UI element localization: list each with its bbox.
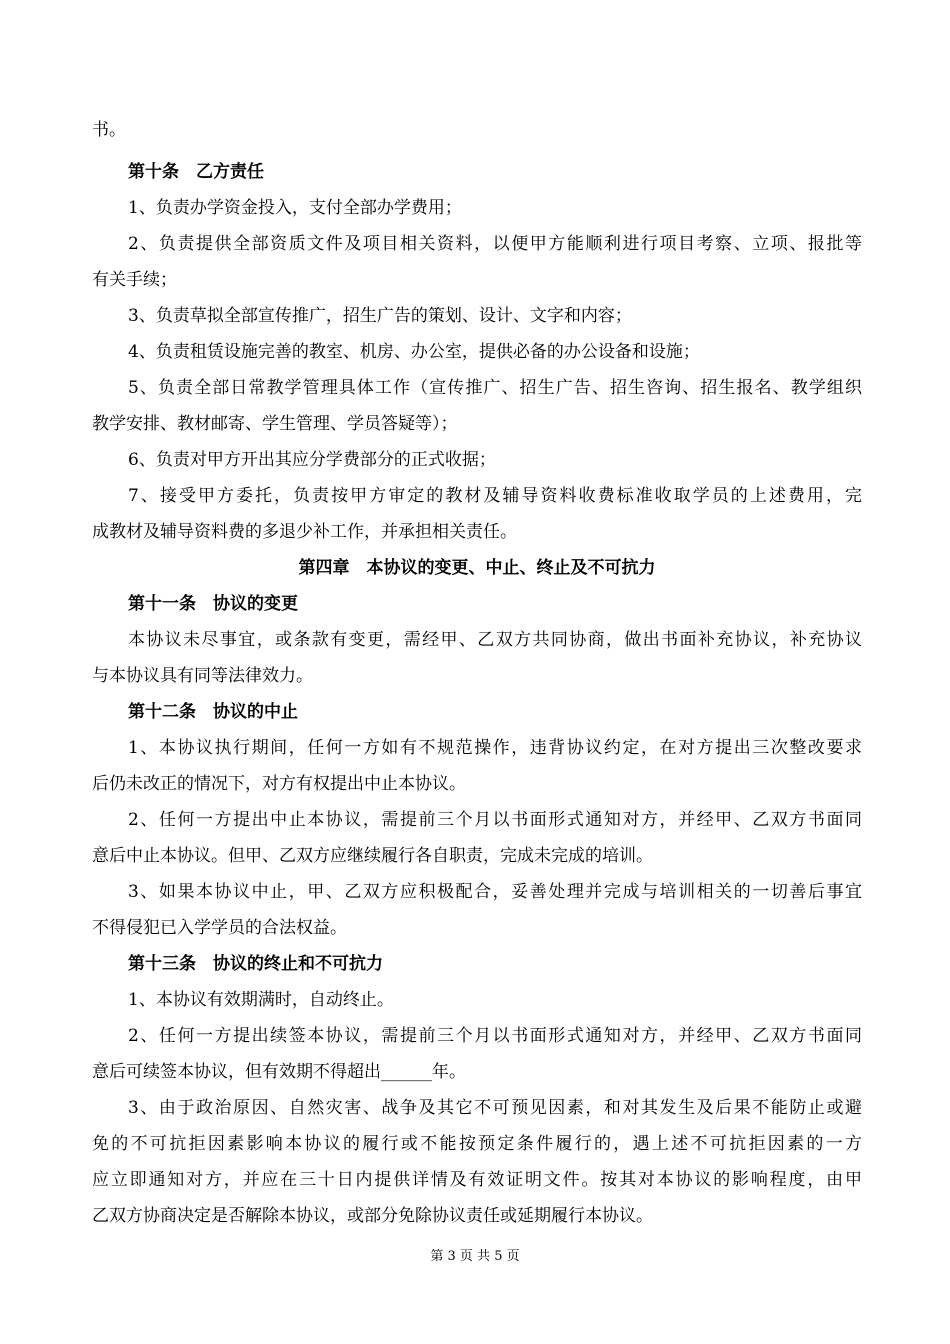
article-10-item-7-line-1: 7、接受甲方委托，负责按甲方审定的教材及辅导资料收费标准收取学员的上述费用，完	[128, 486, 862, 506]
article-13-item-1: 1、本协议有效期满时，自动终止。	[128, 990, 394, 1010]
paragraph-continuation: 书。	[92, 120, 126, 140]
article-10-item-5-line-2: 教学安排、教材邮寄、学生管理、学员答疑等）；	[92, 414, 458, 434]
article-13-item-2-line-2: 意后可续签本协议，但有效期不得超出______年。	[92, 1062, 466, 1082]
article-10-heading: 第十条 乙方责任	[128, 162, 264, 182]
article-10-item-2-line-2: 有关手续；	[92, 270, 177, 290]
article-12-item-3-line-1: 3、如果本协议中止，甲、乙双方应积极配合，妥善处理并完成与培训相关的一切善后事宜	[128, 882, 862, 902]
article-10-item-6: 6、负责对甲方开出其应分学费部分的正式收据；	[128, 450, 496, 470]
article-12-item-3-line-2: 不得侵犯已入学学员的合法权益。	[92, 918, 347, 938]
article-11-text-line-1: 本协议未尽事宜，或条款有变更，需经甲、乙双方共同协商，做出书面补充协议，补充协议	[128, 630, 862, 650]
article-13-item-3-line-2: 免的不可抗拒因素影响本协议的履行或不能按预定条件履行的，遇上述不可抗拒因素的一方	[92, 1134, 862, 1154]
article-12-item-2-line-1: 2、任何一方提出中止本协议，需提前三个月以书面形式通知对方，并经甲、乙双方书面同	[128, 810, 862, 830]
page-number-footer: 第 3 页 共 5 页	[430, 1249, 520, 1264]
article-11-heading: 第十一条 协议的变更	[128, 594, 298, 614]
article-13-item-3-line-1: 3、由于政治原因、自然灾害、战争及其它不可预见因素，和对其发生及后果不能防止或避	[128, 1098, 862, 1118]
article-10-item-7-line-2: 成教材及辅导资料费的多退少补工作，并承担相关责任。	[92, 522, 517, 542]
article-13-heading: 第十三条 协议的终止和不可抗力	[128, 954, 383, 974]
chapter-4-heading: 第四章 本协议的变更、中止、终止及不可抗力	[298, 558, 656, 578]
article-13-item-3-line-4: 乙双方协商决定是否解除本协议，或部分免除协议责任或延期履行本协议。	[92, 1206, 653, 1226]
article-12-item-2-line-2: 意后中止本协议。但甲、乙双方应继续履行各自职责，完成未完成的培训。	[92, 846, 653, 866]
article-10-item-1: 1、负责办学资金投入，支付全部办学费用；	[128, 198, 462, 218]
article-11-text-line-2: 与本协议具有同等法律效力。	[92, 666, 313, 686]
article-10-item-4: 4、负责租赁设施完善的教室、机房、办公室，提供必备的办公设备和设施；	[128, 342, 700, 362]
article-10-item-3: 3、负责草拟全部宣传推广，招生广告的策划、设计、文字和内容；	[128, 306, 632, 326]
article-12-item-1-line-1: 1、本协议执行期间，任何一方如有不规范操作，违背协议约定，在对方提出三次整改要求	[128, 738, 862, 758]
article-13-item-3-line-3: 应立即通知对方，并应在三十日内提供详情及有效证明文件。按其对本协议的影响程度，由甲	[92, 1170, 862, 1190]
article-10-item-5-line-1: 5、负责全部日常教学管理具体工作（宣传推广、招生广告、招生咨询、招生报名、教学组织	[128, 378, 862, 398]
article-10-item-2-line-1: 2、负责提供全部资质文件及项目相关资料，以便甲方能顺利进行项目考察、立项、报批等	[128, 234, 862, 254]
article-12-item-1-line-2: 后仍未改正的情况下，对方有权提出中止本协议。	[92, 774, 466, 794]
article-12-heading: 第十二条 协议的中止	[128, 702, 298, 722]
article-13-item-2-line-1: 2、任何一方提出续签本协议，需提前三个月以书面形式通知对方，并经甲、乙双方书面同	[128, 1026, 862, 1046]
